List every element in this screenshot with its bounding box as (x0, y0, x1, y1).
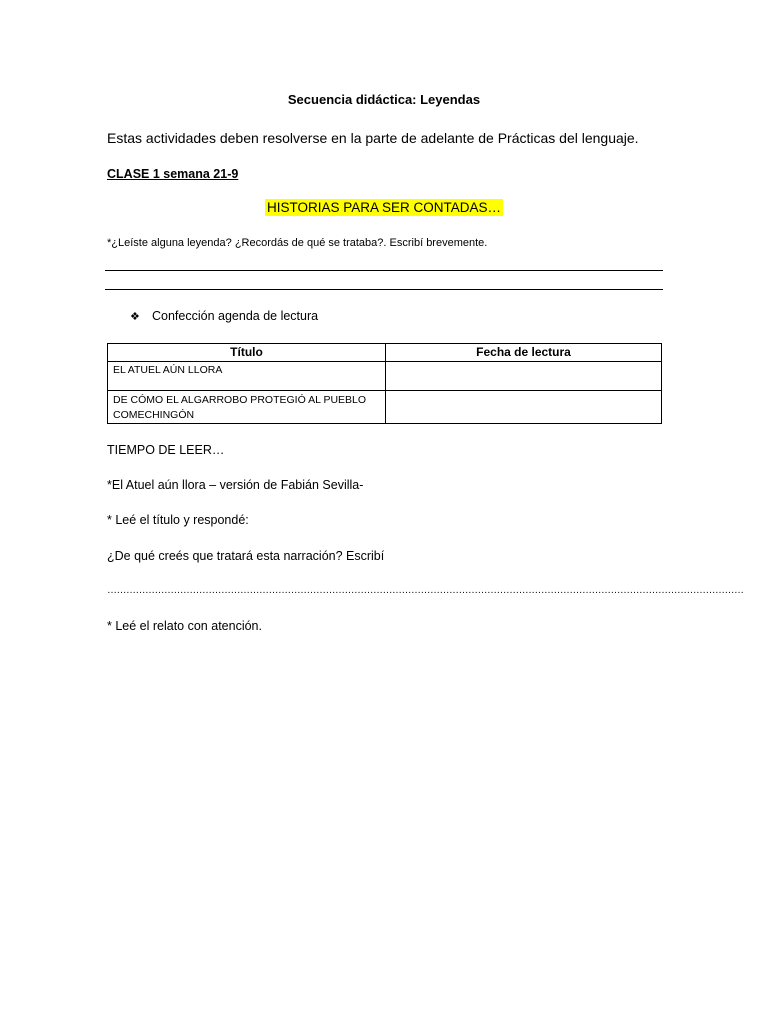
bullet-item-agenda (130, 309, 318, 323)
table-cell-title: DE CÓMO EL ALGARROBO PROTEGIÓ AL PUEBLO COMECHINGÓN (108, 391, 386, 424)
instruction-read-title: * Leé el título y respondé: (107, 513, 249, 527)
banner-text: HISTORIAS PARA SER CONTADAS… (266, 200, 502, 215)
story-title-line: *El Atuel aún llora – versión de Fabián Sevilla- (107, 478, 364, 492)
answer-line-1 (105, 270, 663, 271)
question-narracion: ¿De qué creés que tratará esta narración? Escribí (107, 549, 385, 563)
table-cell-date[interactable] (386, 362, 662, 391)
dotted-answer-line: ………………………………………………………………………………………………………………………………………………………………………………… (107, 585, 744, 596)
table-cell-date[interactable] (386, 391, 662, 424)
highlighted-banner (0, 200, 768, 215)
reading-agenda-table (107, 343, 662, 424)
table-cell-title: EL ATUEL AÚN LLORA (108, 362, 386, 391)
question-leiste: *¿Leíste alguna leyenda? ¿Recordás de qué se trataba?. Escribí brevemente. (107, 237, 488, 249)
intro-paragraph: Estas actividades deben resolverse en la parte de adelante de Prácticas del lenguaje. (107, 130, 639, 146)
answer-line-2 (105, 289, 663, 290)
table-row (108, 391, 662, 424)
class-heading: CLASE 1 semana 21-9 (107, 167, 239, 181)
diamond-bullet-icon: ❖ (130, 311, 140, 323)
column-header-fecha: Fecha de lectura (386, 344, 662, 362)
instruction-read-story: * Leé el relato con atención. (107, 619, 262, 633)
tiempo-heading: TIEMPO DE LEER… (107, 443, 225, 457)
document-title: Secuencia didáctica: Leyendas (287, 92, 481, 107)
table-header-row (108, 344, 662, 362)
column-header-titulo: Título (108, 344, 386, 362)
table-row (108, 362, 662, 391)
bullet-label: Confección agenda de lectura (152, 309, 319, 323)
